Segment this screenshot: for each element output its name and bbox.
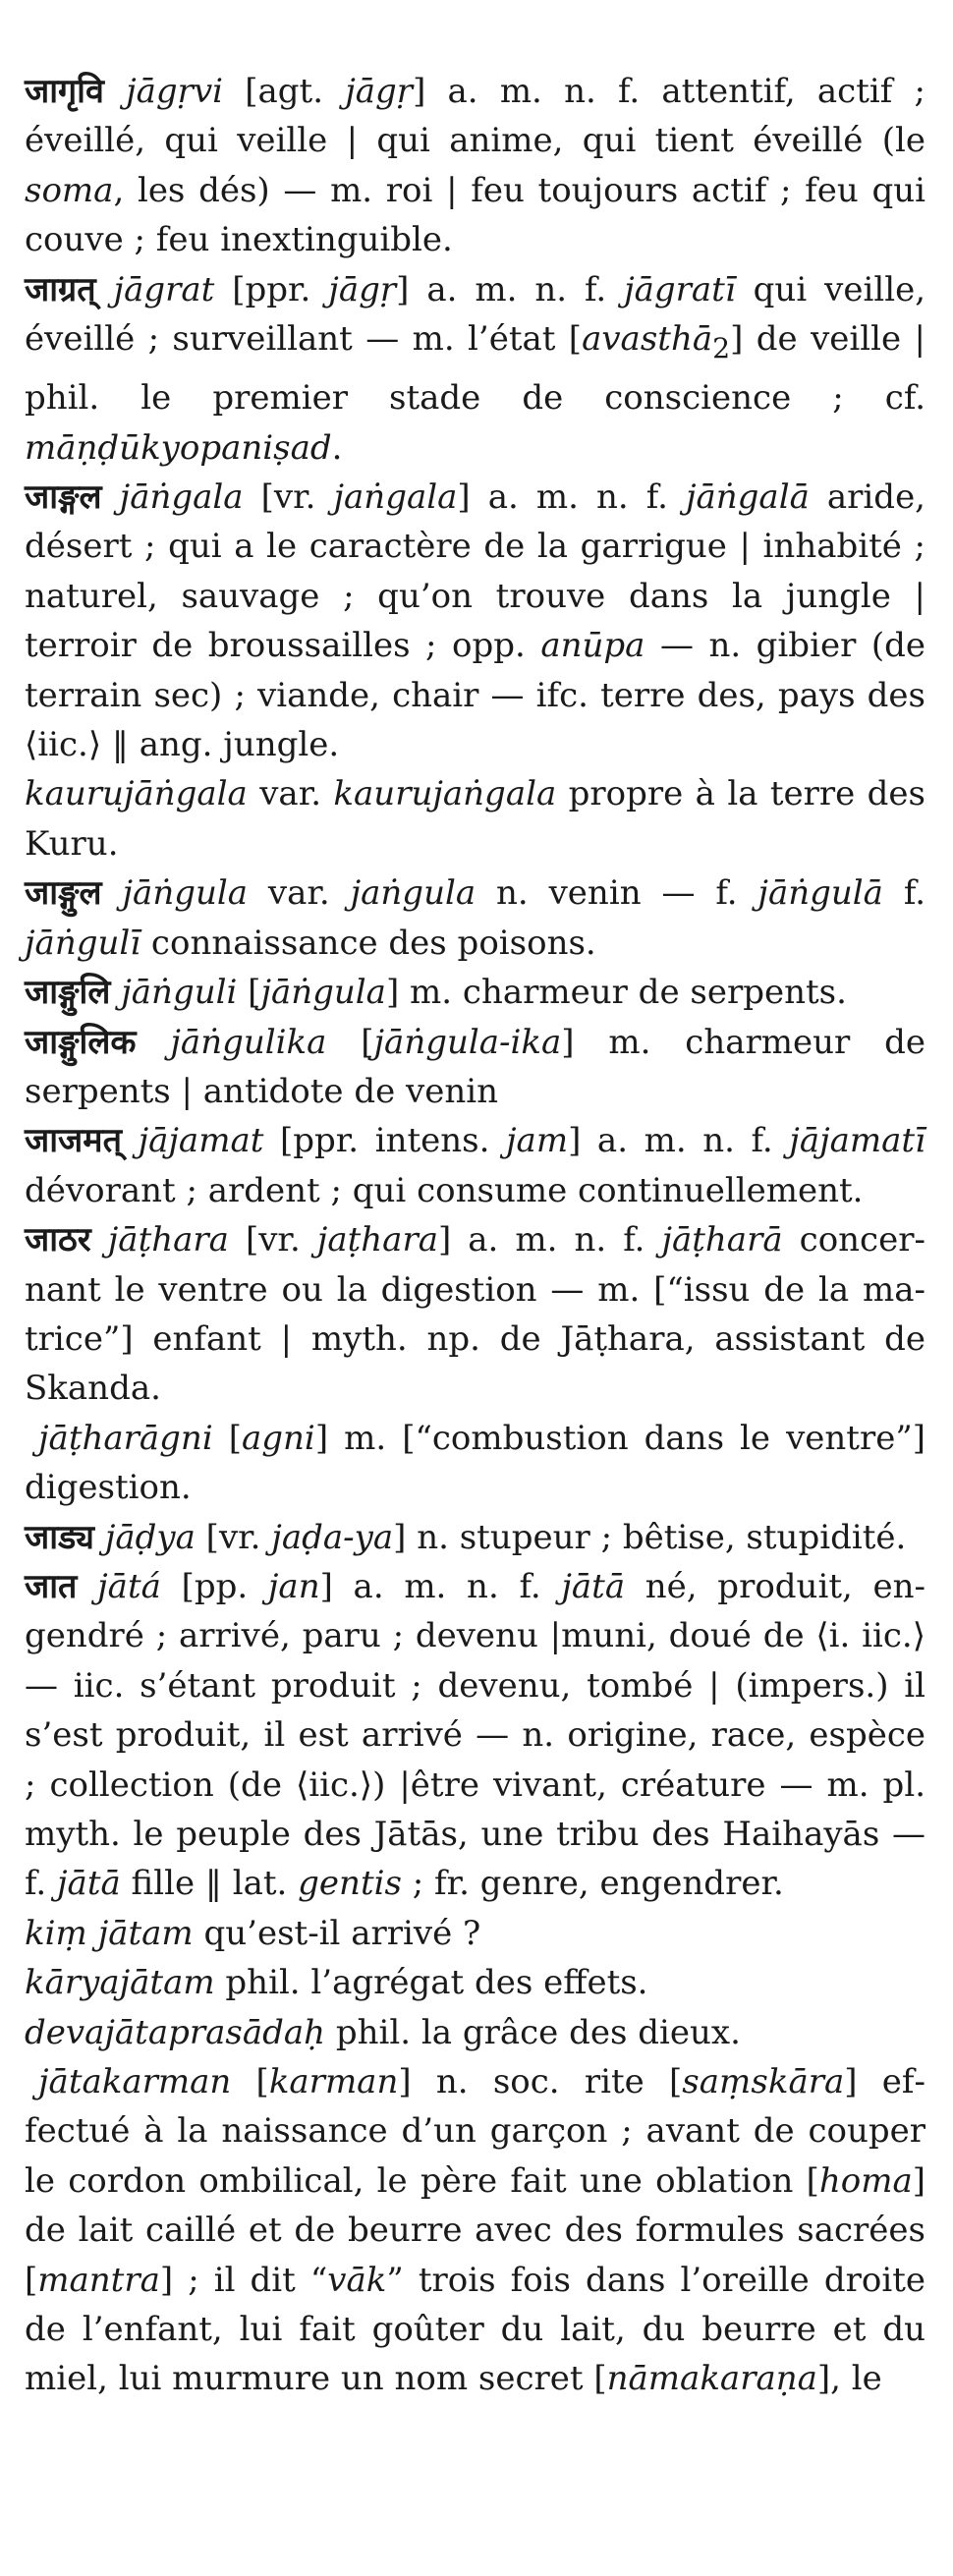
definition-text: propre à la terre des Kuru. xyxy=(25,774,926,864)
dictionary-subentry xyxy=(25,1958,925,2007)
definition-text: , les dés) — m. roi | feu toujours actif ; feu qui couve ; feu inextinguible. xyxy=(25,170,925,260)
headword-devanagari: जाठर xyxy=(25,1220,91,1260)
definition-text: ” trois fois dans l’oreille droite de l’enfant, lui fait goûter du lait, du beurre et du miel, lui murmure un nom secret [ xyxy=(25,2260,925,2399)
transliteration: gentis xyxy=(298,1864,402,1904)
dictionary-subentry xyxy=(25,769,925,868)
transliteration: avasthā xyxy=(582,319,713,360)
definition-text: [agt. xyxy=(223,72,346,111)
transliteration: jāṅgulī xyxy=(25,923,141,963)
subscript: 2 xyxy=(712,331,731,364)
dictionary-subentry xyxy=(25,2057,925,2404)
transliteration: jan xyxy=(267,1566,320,1606)
dictionary-subentry xyxy=(25,1909,925,1958)
definition-text: . xyxy=(331,427,343,468)
transliteration: jaṅgala xyxy=(333,477,458,518)
transliteration: devajātaprasādaḥ xyxy=(25,2012,326,2052)
transliteration: jāṅgala xyxy=(119,477,244,518)
dictionary-entry xyxy=(25,473,925,769)
transliteration: kiṃ jātam xyxy=(25,1913,194,1953)
definition-text: ] de veille | phil. le premier stade de conscience ; cf. xyxy=(25,319,925,419)
dictionary-subentry xyxy=(25,2008,925,2057)
definition-text: ], le xyxy=(816,2359,882,2399)
transliteration: jāḍya xyxy=(104,1517,196,1557)
transliteration: jaḍa-ya xyxy=(271,1517,394,1557)
dictionary-entry xyxy=(25,1562,925,1909)
transliteration: jāṭharā xyxy=(661,1220,783,1260)
dictionary-entry xyxy=(25,868,925,968)
headword-devanagari: जाङ्गुल xyxy=(25,873,102,914)
headword-devanagari: जाङ्गुलिक xyxy=(25,1022,137,1062)
transliteration: jāṅguli xyxy=(121,973,238,1013)
definition-text: [pp. xyxy=(160,1566,268,1606)
definition-text: var. xyxy=(247,774,334,814)
headword-devanagari: जाजमत् xyxy=(25,1121,122,1161)
definition-text: phil. la grâce des dieux. xyxy=(325,2012,741,2052)
definition-text: — n. gibier (de terrain sec) ; viande, chair — ifc. terre des, pays des ⟨iic.⟩ ‖ ang. jungle. xyxy=(25,626,925,765)
definition-text: ] a. m. n. f. xyxy=(437,1220,662,1260)
definition-text: aride, désert ; qui a le caractère de la garrigue | inhabité ; naturel, sauvage ; qu’on trouve dans la jungle | terroir de broussailles ; opp. xyxy=(25,477,925,666)
transliteration: jāgṛ xyxy=(328,269,397,309)
headword-devanagari: जाड्य xyxy=(25,1517,94,1557)
definition-text: [ xyxy=(237,973,261,1013)
definition-text: ] effectué à la naissance d’un garçon ; avant de couper le cordon ombilical, le père fait une oblation [ xyxy=(25,2062,926,2201)
definition-text: ] de lait caillé et de beurre avec des formules sacrées [ xyxy=(25,2160,925,2300)
definition-text: [vr. xyxy=(228,1220,317,1260)
definition-text: [vr. xyxy=(243,477,334,518)
headword-devanagari: जाङ्गल xyxy=(25,477,102,518)
definition-text: ] n. soc. rite [ xyxy=(398,2062,683,2102)
transliteration: jātá xyxy=(97,1566,161,1606)
transliteration: saṃskāra xyxy=(682,2062,845,2102)
definition-text: [ppr. intens. xyxy=(263,1121,506,1161)
dictionary-entry xyxy=(25,1513,925,1562)
transliteration: jājamat xyxy=(138,1121,264,1161)
transliteration: jāṅgula xyxy=(260,973,386,1013)
transliteration: jaṭhara xyxy=(316,1220,438,1260)
transliteration: homa xyxy=(818,2160,913,2201)
dictionary-entry xyxy=(25,968,925,1017)
transliteration: jāgṛ xyxy=(345,72,414,111)
definition-text: ] a. m. n. f. xyxy=(457,477,686,518)
headword-devanagari: जागृवि xyxy=(25,72,104,111)
definition-text: ] m. charmeur de serpents. xyxy=(385,973,847,1013)
definition-text: [ xyxy=(231,2062,269,2102)
dictionary-entry xyxy=(25,1116,925,1215)
definition-text: [ppr. xyxy=(214,269,329,309)
transliteration: jātā xyxy=(57,1864,121,1904)
definition-text: [vr. xyxy=(195,1517,272,1557)
definition-text: phil. l’agrégat des effets. xyxy=(214,1963,648,2003)
definition-text: dévorant ; ardent ; qui consume continuellement. xyxy=(25,1170,864,1210)
transliteration: mantra xyxy=(37,2260,160,2300)
definition-text: né, produit, engendré ; arrivé, paru ; devenu |muni, doué de ⟨i. iic.⟩ — iic. s’étant produit ; devenu, tombé | (impers.) il s’est produit, il est arrivé — n. origine, race, espèce ; collection (de ⟨iic.⟩) |être vivant, créature — m. pl. myth. le peuple des Jātās, une tribu des Haihayās — f. xyxy=(25,1566,926,1904)
definition-text: ] m. charmeur de serpents | antidote de venin xyxy=(25,1022,925,1111)
headword-devanagari: जाग्रत् xyxy=(25,269,96,309)
transliteration: jāṅgalā xyxy=(685,477,810,518)
dictionary-subentry xyxy=(25,1414,925,1513)
transliteration: jāṅgulika xyxy=(170,1022,327,1062)
dictionary-entry xyxy=(25,1215,925,1414)
transliteration: jāṭhara xyxy=(107,1220,229,1260)
definition-text: ] n. stupeur ; bêtise, stupidité. xyxy=(393,1517,907,1557)
transliteration: vāk xyxy=(327,2260,387,2300)
transliteration: jātakarman xyxy=(38,2062,232,2102)
transliteration: jam xyxy=(506,1121,569,1161)
transliteration: jāṅgula-ika xyxy=(373,1022,562,1062)
transliteration: anūpa xyxy=(540,626,645,666)
transliteration: nāmakaraṇa xyxy=(606,2359,817,2399)
transliteration: jāṅgulā xyxy=(757,873,883,914)
transliteration: agni xyxy=(242,1418,315,1458)
definition-text: f. xyxy=(882,873,925,914)
headword-devanagari: जात xyxy=(25,1566,78,1606)
transliteration: kāryajātam xyxy=(25,1963,215,2003)
definition-text: [ xyxy=(212,1418,242,1458)
dictionary-entry xyxy=(25,265,925,473)
transliteration: jātā xyxy=(561,1566,626,1606)
headword-devanagari: जाङ्गुलि xyxy=(25,973,111,1013)
dictionary-entry xyxy=(25,67,925,265)
transliteration: soma xyxy=(25,170,114,210)
definition-text: concernant le ventre ou la digestion — m. [“issu de la matrice”] enfant | myth. np. de Jāṭhara, assistant de Skanda. xyxy=(25,1220,925,1409)
transliteration: jāgṛvi xyxy=(126,72,224,111)
transliteration: kaurujaṅgala xyxy=(333,774,557,814)
transliteration: jāgratī xyxy=(624,269,736,309)
definition-text: connaissance des poisons. xyxy=(140,923,596,963)
definition-text: qu’est-il arrivé ? xyxy=(193,1913,481,1953)
definition-text: [ xyxy=(326,1022,374,1062)
transliteration: jāgrat xyxy=(113,269,215,309)
transliteration: māṇḍūkyopaniṣad xyxy=(25,427,332,468)
transliteration: karman xyxy=(268,2062,399,2102)
definition-text: ] ; il dit “ xyxy=(159,2260,328,2300)
transliteration: jaṅgula xyxy=(350,873,476,914)
transliteration: jāṅgula xyxy=(122,873,249,914)
definition-text: ] a. m. n. f. xyxy=(319,1566,562,1606)
definition-text: fille ‖ lat. xyxy=(120,1864,299,1904)
transliteration: jāṭharāgni xyxy=(38,1418,213,1458)
definition-text: n. venin — f. xyxy=(476,873,758,914)
definition-text: qui veille, éveillé ; surveillant — m. l’état [ xyxy=(25,269,925,360)
transliteration: jājamatī xyxy=(789,1121,925,1161)
definition-text: ; fr. genre, engendrer. xyxy=(401,1864,784,1904)
transliteration: kaurujāṅgala xyxy=(25,774,248,814)
definition-text: ] a. m. n. f. xyxy=(396,269,625,309)
dictionary-entry xyxy=(25,1018,925,1117)
definition-text: ] a. m. n. f. attentif, actif ; éveillé, qui veille | qui anime, qui tient éveillé (le xyxy=(25,72,926,161)
definition-text: ] a. m. n. f. xyxy=(568,1121,790,1161)
definition-text: var. xyxy=(248,873,351,914)
definition-text: ] m. [“combustion dans le ventre”] digestion. xyxy=(25,1418,925,1508)
